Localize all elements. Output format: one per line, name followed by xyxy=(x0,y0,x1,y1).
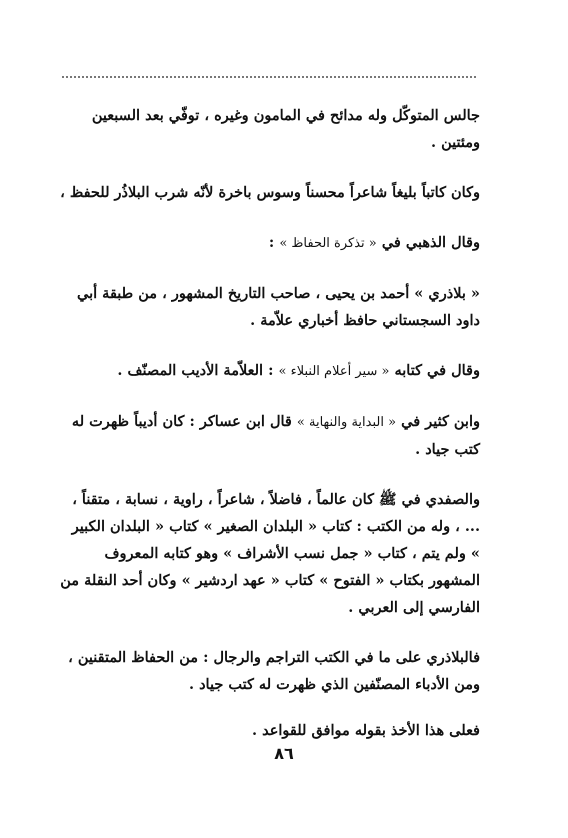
paragraph-5-outro: : العلاّمة الأديب المصنّف . xyxy=(117,362,274,379)
paragraph-1: جالس المتوكّل وله مدائح في المامون وغيره ، توفّي بعد السبعين ومئتين . xyxy=(91,107,480,151)
paragraph-8: فالبلاذري على ما في الكتب التراجم والرجال : من الحفاظ المتقنين ، ومن الأدباء المصنّفين الذي ظهرت له كتب جياد . xyxy=(68,649,480,693)
paragraph-5 xyxy=(58,357,480,385)
paragraph-6-intro: وابن كثير في xyxy=(401,413,480,430)
paragraph-5-intro: وقال في كتابه xyxy=(394,362,480,379)
header-dotted-rule xyxy=(62,76,476,78)
paragraph-9: فعلى هذا الأخذ بقوله موافق للقواعد . xyxy=(251,722,480,739)
paragraph-3-book-title: « تذكرة الحفاظ » xyxy=(279,236,377,251)
paragraph-6-outro: قال ابن عساكر : كان أديباً ظهرت له كتب جياد . xyxy=(71,413,480,458)
paragraph-4: « بلاذري » أحمد بن يحيى ، صاحب التاريخ المشهور ، من طبقة أبي داود السجستاني حافظ أخباري علاّمة . xyxy=(76,285,480,329)
page-number: ٨٦ xyxy=(274,744,294,763)
paragraph-2: وكان كاتباً بليغاً شاعراً محسناً وسوس باخرة لأنّه شرب البلاذُر للحفظ ، xyxy=(60,184,480,201)
paragraph-3-intro: وقال الذهبي في xyxy=(381,234,480,251)
paragraph-7: والصفدي في ﷺ كان عالماً ، فاضلاً ، شاعراً ، راوية ، نسابة ، متقناً ، ... ، وله من الكتب : كتاب « البلدان الصغير » كتاب « البلدان الكبير » ولم يتم ، كتاب « جمل نسب الأشراف » وهو كتابه المعروف المشهور بكتاب « الفتوح » كتاب « عهد اردشير » وكان أحد النقلة من الفارسي إلى العربي . xyxy=(60,491,480,616)
paragraph-5-book-title: « سير أعلام النبلاء » xyxy=(278,364,390,379)
page-body xyxy=(58,102,480,767)
paragraph-6 xyxy=(58,408,480,463)
paragraph-3-outro: : xyxy=(268,234,275,251)
paragraph-3 xyxy=(58,229,480,257)
paragraph-6-book-title: « البداية والنهاية » xyxy=(296,415,397,430)
